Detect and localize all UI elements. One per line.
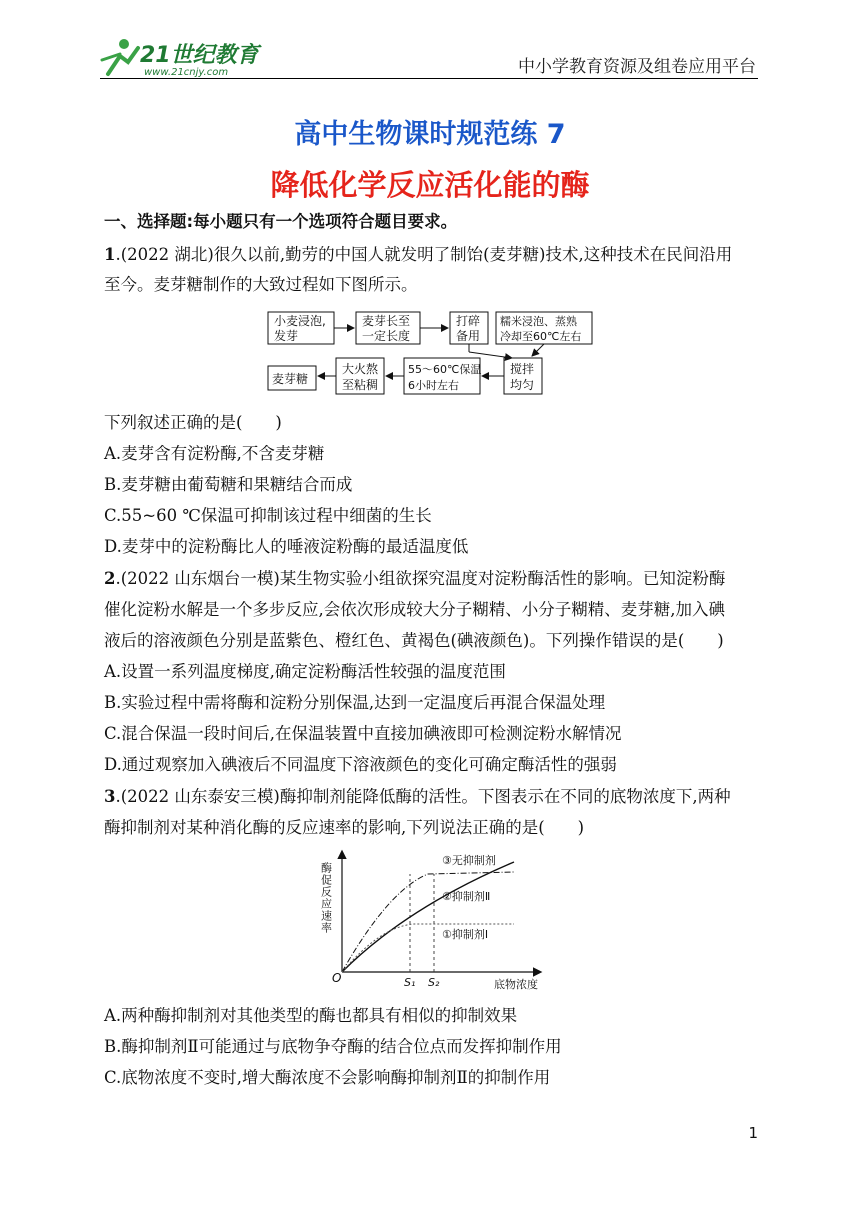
flow-text-b6b: 6小时左右 xyxy=(408,379,459,392)
q3-line1 xyxy=(104,786,731,808)
q1-option-c: C.55~60 ℃保温可抑制该过程中细菌的生长 xyxy=(104,506,432,525)
flow-text-b7a: 大火熬 xyxy=(342,362,379,376)
site-logo xyxy=(98,34,268,78)
q1-option-d: D.麦芽中的淀粉酶比人的唾液淀粉酶的最适温度低 xyxy=(104,537,469,556)
flow-text-b3a: 打碎 xyxy=(456,314,481,328)
y-axis-label: 酶促反应速率 xyxy=(319,862,333,934)
flow-text-b2b: 一定长度 xyxy=(362,329,411,343)
q3-option-c: C.底物浓度不变时,增大酶浓度不会影响酶抑制剂Ⅱ的抑制作用 xyxy=(104,1068,551,1087)
q2-option-c: C.混合保温一段时间后,在保温装置中直接加碘液即可检测淀粉水解情况 xyxy=(104,724,622,743)
enzyme-inhibitor-chart xyxy=(318,846,550,992)
q1-text1: .(2022 湖北)很久以前,勤劳的中国人就发明了制饴(麦芽糖)技术,这种技术在民间沿用 xyxy=(115,245,733,264)
x-axis-label: 底物浓度 xyxy=(494,978,538,991)
flow-text-b2a: 麦芽长至 xyxy=(362,314,411,328)
q3-option-a: A.两种酶抑制剂对其他类型的酶也都具有相似的抑制效果 xyxy=(104,1006,518,1025)
q2-option-b: B.实验过程中需将酶和淀粉分别保温,达到一定温度后再混合保温处理 xyxy=(104,693,606,712)
q2-text1: .(2022 山东烟台一模)某生物实验小组欲探究温度对淀粉酶活性的影响。已知淀粉酶 xyxy=(115,569,726,588)
q1-option-a: A.麦芽含有淀粉酶,不含麦芽糖 xyxy=(104,444,325,463)
flow-text-b4a: 糯米浸泡、蒸熟 xyxy=(500,315,577,328)
origin-label: O xyxy=(332,971,342,985)
series-no-inhibitor xyxy=(342,872,514,972)
flow-text-b1a: 小麦浸泡, xyxy=(274,314,326,328)
flow-text-b6a: 55～60℃保温 xyxy=(408,363,482,376)
q2-option-d: D.通过观察加入碘液后不同温度下溶液颜色的变化可确定酶活性的强弱 xyxy=(104,755,617,774)
flow-text-b5a: 搅拌 xyxy=(510,362,535,376)
q3-number: 3 xyxy=(104,787,116,806)
series-inhibitor-2 xyxy=(342,862,514,972)
legend-no-inhibitor: ③无抑制剂 xyxy=(442,854,496,867)
page-title: 高中生物课时规范练 7 xyxy=(294,119,566,150)
flow-text-b7b: 至粘稠 xyxy=(342,378,379,392)
flow-text-b5b: 均匀 xyxy=(510,378,535,392)
q1-option-b: B.麦芽糖由葡萄糖和果糖结合而成 xyxy=(104,475,353,494)
flow-text-b3b: 备用 xyxy=(456,329,481,343)
maltose-process-flowchart xyxy=(262,308,598,400)
q2-option-a: A.设置一系列温度梯度,确定淀粉酶活性较强的温度范围 xyxy=(104,662,506,681)
page-number: 1 xyxy=(748,1124,758,1142)
q2-line1 xyxy=(104,568,725,590)
q3-text1: .(2022 山东泰安三模)酶抑制剂能降低酶的活性。下图表示在不同的底物浓度下,两种 xyxy=(115,787,731,806)
q2-number: 2 xyxy=(104,569,116,588)
header-divider xyxy=(100,78,758,79)
q1-line2: 至今。麦芽糖制作的大致过程如下图所示。 xyxy=(104,275,418,294)
x-tick-s1: S₁ xyxy=(404,976,416,989)
logo-url: www.21cnjy.com xyxy=(144,67,229,78)
q2-line3: 液后的溶液颜色分别是蓝紫色、橙红色、黄褐色(碘液颜色)。下列操作错误的是( ) xyxy=(104,631,724,650)
section-heading: 一、选择题:每小题只有一个选项符合题目要求。 xyxy=(104,212,458,231)
flow-text-b8: 麦芽糖 xyxy=(272,372,309,386)
q1-number: 1 xyxy=(104,245,116,264)
x-tick-s2: S₂ xyxy=(428,976,440,989)
flow-text-b1b: 发芽 xyxy=(274,329,299,343)
platform-name: 中小学教育资源及组卷应用平台 xyxy=(518,57,756,77)
legend-inhibitor-2: ②抑制剂Ⅱ xyxy=(442,890,491,903)
flow-text-b4b: 冷却至60℃左右 xyxy=(500,330,582,343)
q3-line2: 酶抑制剂对某种消化酶的反应速率的影响,下列说法正确的是( ) xyxy=(104,818,585,837)
q1-line1 xyxy=(104,244,732,266)
legend-inhibitor-1: ①抑制剂Ⅰ xyxy=(442,928,489,941)
logo-text: 21世纪教育 xyxy=(140,43,259,68)
q1-stem: 下列叙述正确的是( ) xyxy=(104,413,282,432)
q2-line2: 催化淀粉水解是一个多步反应,会依次形成较大分子糊精、小分子糊精、麦芽糖,加入碘 xyxy=(104,600,725,619)
q3-option-b: B.酶抑制剂Ⅱ可能通过与底物争夺酶的结合位点而发挥抑制作用 xyxy=(104,1037,562,1056)
page-subtitle: 降低化学反应活化能的酶 xyxy=(270,168,590,202)
